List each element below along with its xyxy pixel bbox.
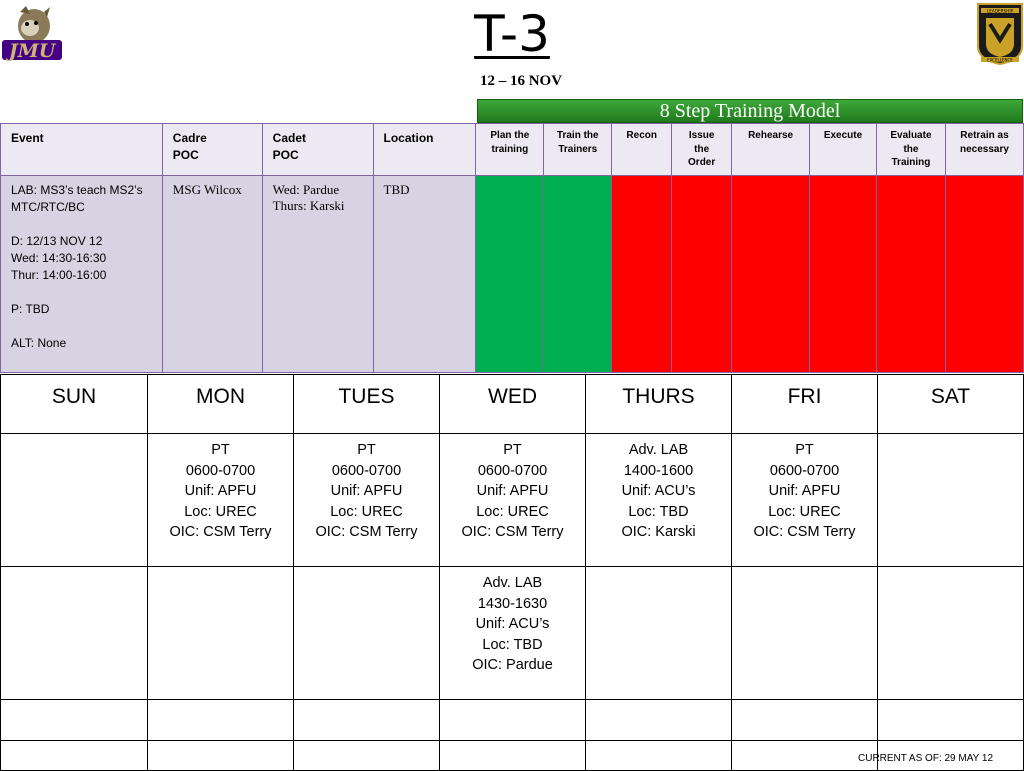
day-header-wed: WED xyxy=(440,375,586,434)
date-range: 12 – 16 NOV xyxy=(479,73,563,89)
calendar-cell-empty xyxy=(294,741,440,771)
calendar-cell-empty xyxy=(1,741,148,771)
status-issue-order xyxy=(672,176,732,373)
calendar-cell-thurs-1: Adv. LAB 1400-1600 Unif: ACU’s Loc: TBD OIC: Karski xyxy=(586,434,732,567)
status-evaluate xyxy=(876,176,945,373)
rotc-logo-top-text: LEADERSHIP xyxy=(986,8,1014,14)
calendar-cell-mon-1: PT 0600-0700 Unif: APFU Loc: UREC OIC: CSM Terry xyxy=(148,434,294,567)
header-step-execute: Execute xyxy=(810,124,877,176)
calendar-cell-empty xyxy=(294,700,440,741)
current-as-of-label: CURRENT AS OF: 29 MAY 12 xyxy=(858,753,994,764)
calendar-cell-fri-1: PT 0600-0700 Unif: APFU Loc: UREC OIC: CSM Terry xyxy=(732,434,878,567)
calendar-cell-empty xyxy=(732,741,878,771)
day-header-sun: SUN xyxy=(1,375,148,434)
calendar-cell-sat-2 xyxy=(878,567,1024,700)
calendar-cell-empty xyxy=(586,741,732,771)
calendar-cell-wed-1: PT 0600-0700 Unif: APFU Loc: UREC OIC: CSM Terry xyxy=(440,434,586,567)
calendar-cell-empty xyxy=(440,700,586,741)
day-header-sat: SAT xyxy=(878,375,1024,434)
calendar-cell-empty xyxy=(148,741,294,771)
header-step-recon: Recon xyxy=(612,124,672,176)
page-title xyxy=(0,2,1024,66)
calendar-cell-sun-1 xyxy=(1,434,148,567)
calendar-cell-tues-2 xyxy=(294,567,440,700)
header-step-issue-order: Issue the Order xyxy=(672,124,732,176)
rotc-logo-bottom-text: EXCELLENCE xyxy=(987,57,1013,63)
cadre-poc-value: MSG Wilcox xyxy=(162,176,262,373)
status-rehearse xyxy=(732,176,810,373)
header-location: Location xyxy=(373,124,476,176)
calendar-cell-mon-2 xyxy=(148,567,294,700)
training-model-banner: 8 Step Training Model xyxy=(477,99,1023,123)
training-model-table xyxy=(0,123,1024,373)
calendar-cell-thurs-2 xyxy=(586,567,732,700)
jmu-logo-text: JMU xyxy=(8,40,56,62)
day-header-tues: TUES xyxy=(294,375,440,434)
header-step-plan: Plan the training xyxy=(476,124,544,176)
cadet-poc-value: Wed: Pardue Thurs: Karski xyxy=(262,176,373,373)
calendar-cell-sat-1 xyxy=(878,434,1024,567)
calendar-cell-empty xyxy=(1,700,148,741)
calendar-cell-sun-2 xyxy=(1,567,148,700)
calendar-cell-empty xyxy=(440,741,586,771)
weekly-calendar xyxy=(0,374,1024,771)
event-description: LAB: MS3’s teach MS2’s MTC/RTC/BC D: 12/13 NOV 12 Wed: 14:30-16:30 Thur: 14:00-16:00 P: TBD ALT: None xyxy=(1,176,163,373)
location-value: TBD xyxy=(373,176,476,373)
day-header-thurs: THURS xyxy=(586,375,732,434)
status-train-trainers xyxy=(544,176,612,373)
calendar-cell-tues-1: PT 0600-0700 Unif: APFU Loc: UREC OIC: CSM Terry xyxy=(294,434,440,567)
calendar-cell-empty xyxy=(878,700,1024,741)
calendar-cell-empty xyxy=(732,700,878,741)
header-step-train-trainers: Train the Trainers xyxy=(544,124,612,176)
status-recon xyxy=(612,176,672,373)
day-header-mon: MON xyxy=(148,375,294,434)
calendar-cell-empty xyxy=(586,700,732,741)
header-step-retrain: Retrain as necessary xyxy=(945,124,1023,176)
calendar-cell-empty xyxy=(148,700,294,741)
header-step-evaluate: Evaluate the Training xyxy=(876,124,945,176)
header-event: Event xyxy=(1,124,163,176)
calendar-cell-wed-2: Adv. LAB 1430-1630 Unif: ACU’s Loc: TBD OIC: Pardue xyxy=(440,567,586,700)
header-cadre-poc: Cadre POC xyxy=(162,124,262,176)
page-title-text: T-3 xyxy=(474,5,550,63)
status-plan-training xyxy=(476,176,544,373)
header-step-rehearse: Rehearse xyxy=(732,124,810,176)
status-retrain xyxy=(945,176,1023,373)
header-cadet-poc: Cadet POC xyxy=(262,124,373,176)
calendar-cell-fri-2 xyxy=(732,567,878,700)
status-execute xyxy=(810,176,877,373)
day-header-fri: FRI xyxy=(732,375,878,434)
